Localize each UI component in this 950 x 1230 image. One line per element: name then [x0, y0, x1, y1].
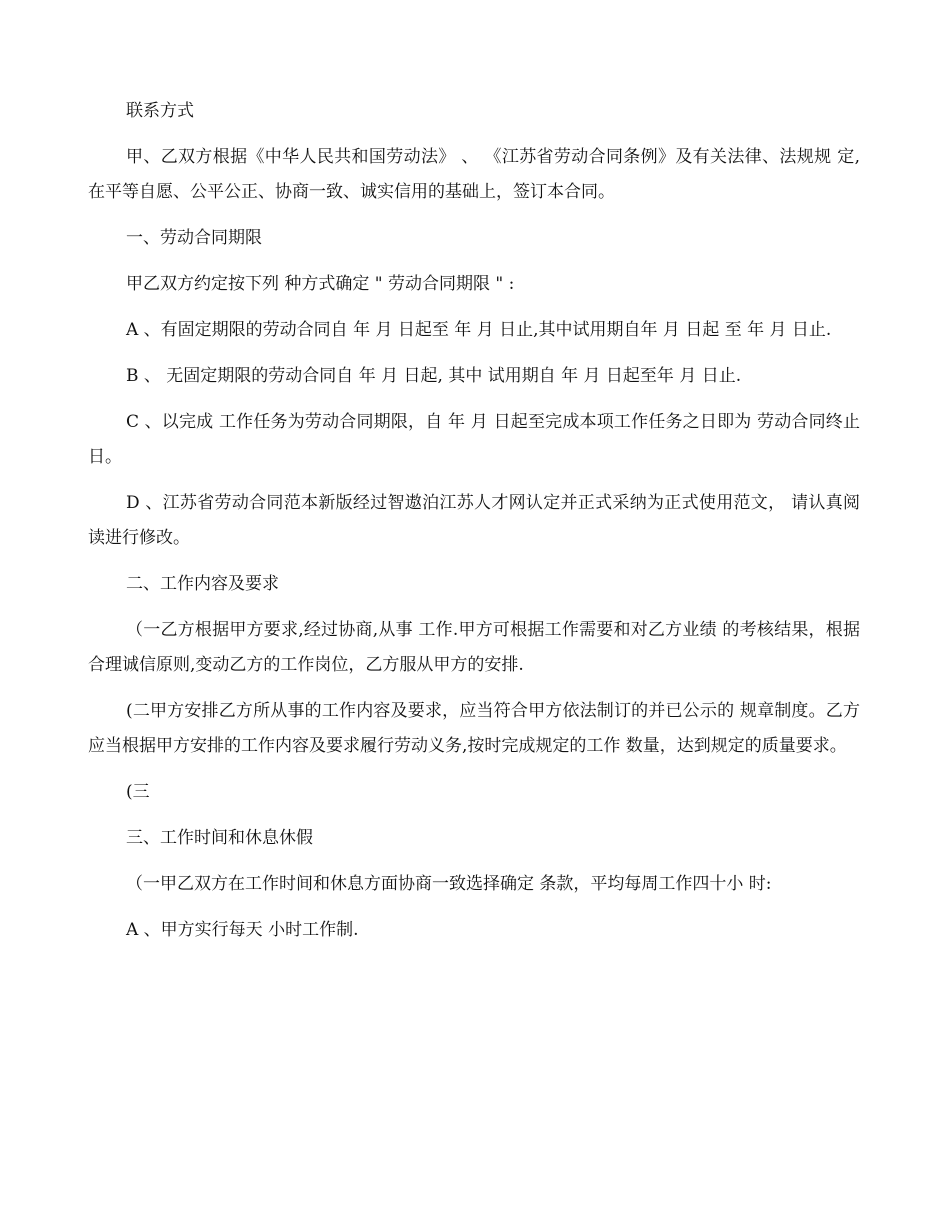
term-option-d: D 、江苏省劳动合同范本新版经过智遨泊江苏人才网认定并正式采纳为正式使用范文， 请认真阅读进行修改。 [88, 493, 860, 548]
work-content-item-1: （一乙方根据甲方要求,经过协商,从事 工作.甲方可根据工作需要和对乙方业绩 的考核结果，根据合理诚信原则,变动乙方的工作岗位，乙方服从甲方的安排. [88, 620, 860, 675]
document-page [88, 94, 860, 959]
section-2-heading: 二、工作内容及要求 [126, 574, 279, 594]
term-option-a: A 、有固定期限的劳动合同自 年 月 日起至 年 月 日止,其中试用期自年 月 日起 至 年 月 日止. [126, 320, 832, 340]
contact-heading: 联系方式 [126, 101, 194, 121]
term-intro-paragraph: 甲乙双方约定按下列 种方式确定 " 劳动合同期限 " : [126, 274, 515, 294]
work-time-item-1: （一甲乙双方在工作时间和休息方面协商一致选择确定 条款，平均每周工作四十小 时: [126, 874, 772, 894]
section-3-heading: 三、工作时间和休息休假 [126, 828, 313, 848]
term-option-b: B 、 无固定期限的劳动合同自 年 月 日起, 其中 试用期自 年 月 日起至年 月 日止. [126, 366, 742, 386]
section-1-heading: 一、劳动合同期限 [126, 228, 262, 248]
preamble-paragraph: 甲、乙双方根据《中华人民共和国劳动法》 、 《江苏省劳动合同条例》及有关法律、法规规 定,在平等自愿、公平公正、协商一致、诚实信用的基础上，签订本合同。 [88, 147, 860, 202]
work-content-item-3: (三 [126, 782, 150, 802]
term-option-c: C 、以完成 工作任务为劳动合同期限，自 年 月 日起至完成本项工作任务之日即为 劳动合同终止日。 [88, 412, 860, 467]
work-time-option-a: A 、甲方实行每天 小时工作制. [126, 920, 359, 940]
work-content-item-2: (二甲方安排乙方所从事的工作内容及要求，应当符合甲方依法制订的并已公示的 规章制度。乙方应当根据甲方安排的工作内容及要求履行劳动义务,按时完成规定的工作 数量，达到规定的质量要求。 [88, 701, 860, 756]
